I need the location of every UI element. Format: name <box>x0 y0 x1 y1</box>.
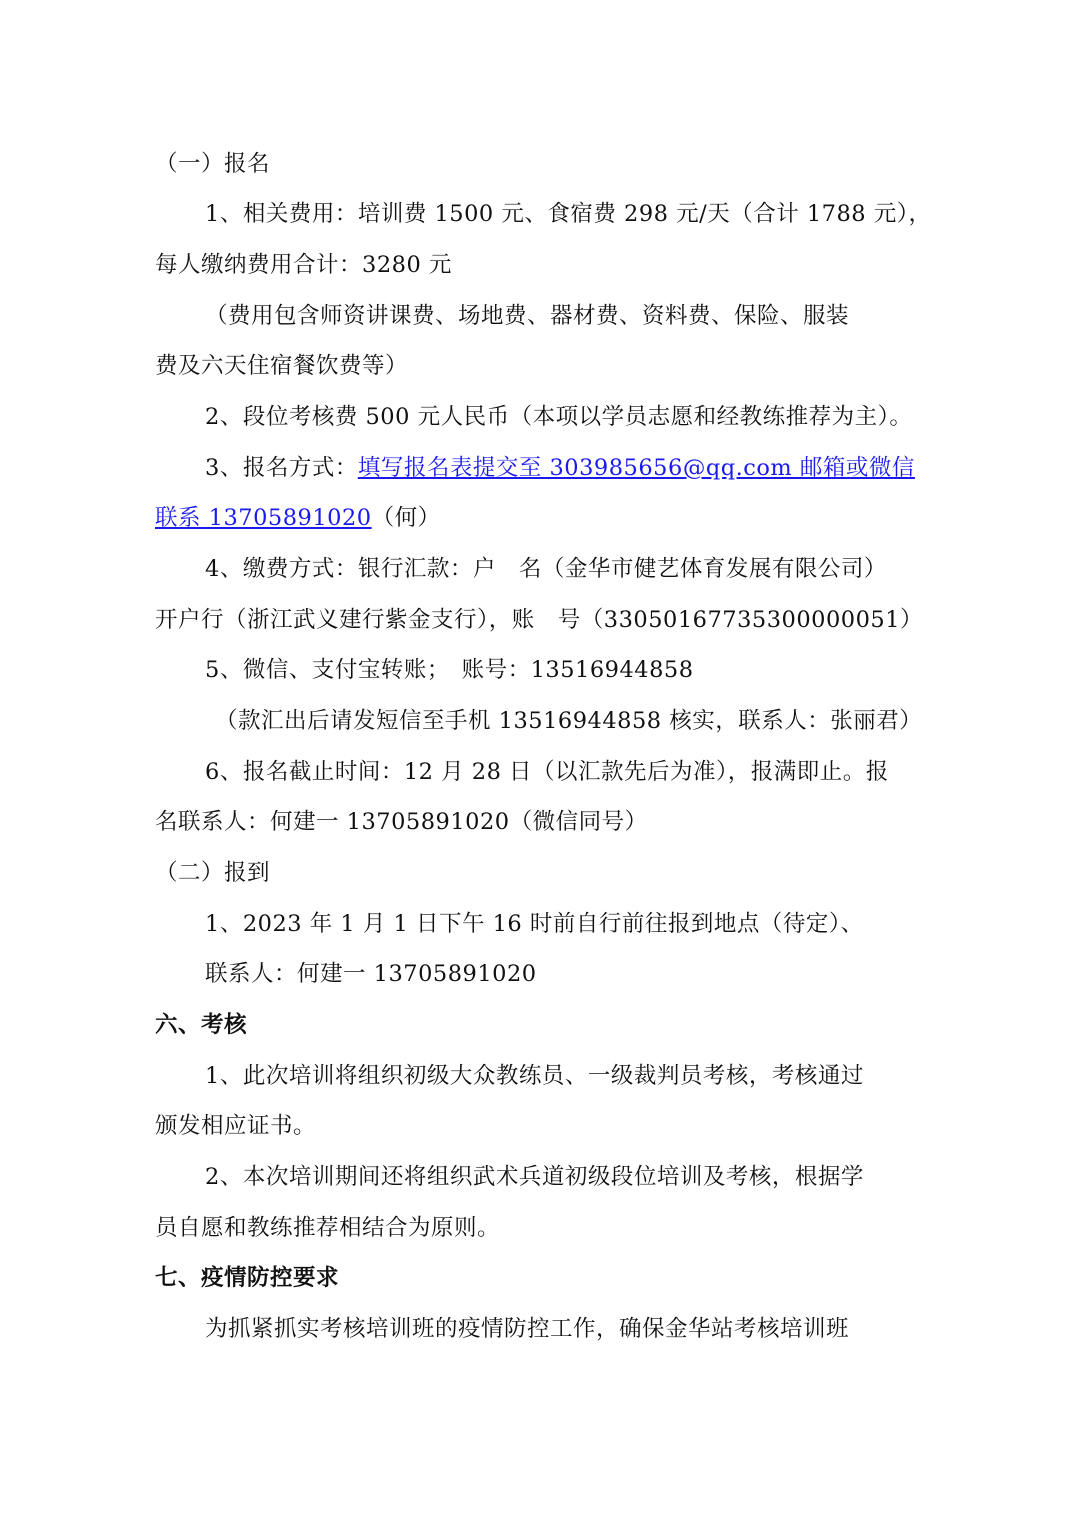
assessment-item-2-line-2: 员自愿和教练推荐相结合为原则。 <box>155 1215 501 1241</box>
epidemic-paragraph-line-1: 为抓紧抓实考核培训班的疫情防控工作，确保金华站考核培训班 <box>205 1316 850 1342</box>
section-heading-registration: （一）报名 <box>155 151 271 177</box>
registration-method-line-1 <box>205 457 915 480</box>
section-heading-epidemic: 七、疫情防控要求 <box>155 1265 340 1291</box>
registration-phone-link[interactable]: 联系 13705891020 <box>155 505 372 531</box>
deadline-line-1: 6、报名截止时间：12 月 28 日（以汇款先后为准），报满即止。报 <box>205 759 889 785</box>
registration-email-link[interactable]: 填写报名表提交至 303985656@qq.com 邮箱或微信 <box>357 455 915 481</box>
wechat-alipay-transfer: 5、微信、支付宝转账； 账号：13516944858 <box>205 657 694 683</box>
assessment-item-1-line-2: 颁发相应证书。 <box>155 1113 317 1139</box>
assessment-item-2-line-1: 2、本次培训期间还将组织武术兵道初级段位培训及考核，根据学 <box>205 1164 864 1190</box>
deadline-line-2: 名联系人：何建一 13705891020（微信同号） <box>155 809 648 835</box>
rank-exam-fee: 2、段位考核费 500 元人民币（本项以学员志愿和经教练推荐为主）。 <box>205 404 913 430</box>
registration-contact-name: （何） <box>371 505 441 531</box>
assessment-item-1-line-1: 1、此次培训将组织初级大众教练员、一级裁判员考核，考核通过 <box>205 1063 864 1089</box>
checkin-contact: 联系人：何建一 13705891020 <box>205 961 537 987</box>
fee-note-line-2: 费及六天住宿餐饮费等） <box>155 353 409 379</box>
section-heading-assessment: 六、考核 <box>155 1012 248 1038</box>
payment-method-line-1: 4、缴费方式：银行汇款：户 名（金华市健艺体育发展有限公司） <box>205 556 887 582</box>
fee-item-1-line-2: 每人缴纳费用合计：3280 元 <box>155 252 452 278</box>
payment-confirmation-note: （款汇出后请发短信至手机 13516944858 核实，联系人：张丽君） <box>215 708 923 734</box>
registration-method-label: 3、报名方式： <box>205 455 358 481</box>
fee-item-1-line-1: 1、相关费用：培训费 1500 元、食宿费 298 元/天（合计 1788 元）， <box>205 201 932 227</box>
section-heading-checkin: （二）报到 <box>155 860 271 886</box>
fee-note-line-1: （费用包含师资讲课费、场地费、器材费、资料费、保险、服装 <box>205 303 850 329</box>
registration-method-line-2 <box>155 507 441 530</box>
checkin-item-1: 1、2023 年 1 月 1 日下午 16 时前自行前往报到地点（待定）、 <box>205 911 864 937</box>
payment-method-line-2: 开户行（浙江武义建行紫金支行），账 号（33050167735300000051） <box>155 607 924 633</box>
